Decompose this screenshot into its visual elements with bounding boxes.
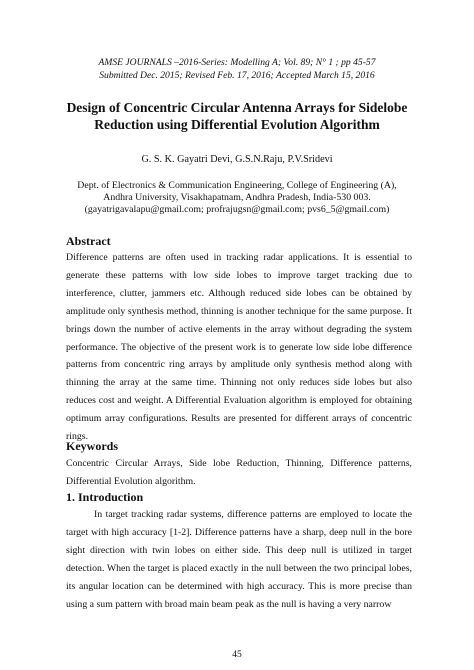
affiliation-emails: (gayatrigavalapu@gmail.com; profrajugsn@gmail.com; pvs6_5@gmail.com) xyxy=(84,204,390,216)
keywords-text: Concentric Circular Arrays, Side lobe Reduction, Thinning, Difference patterns, Differential Evolution algorithm. xyxy=(66,458,412,487)
authors: G. S. K. Gayatri Devi, G.S.N.Raju, P.V.Sridevi xyxy=(141,154,333,165)
keywords-heading: Keywords xyxy=(66,439,118,453)
journal-info-line-2: Submitted Dec. 2015; Revised Feb. 17, 2016; Accepted March 15, 2016 xyxy=(99,70,375,81)
introduction-heading: 1. Introduction xyxy=(66,490,144,504)
abstract-heading: Abstract xyxy=(66,234,111,248)
paper-title: Design of Concentric Circular Antenna Arrays for Sidelobe Reduction using Differential Evolution Algorithm xyxy=(66,100,408,132)
abstract-text: Difference patterns are often used in tracking radar applications. It is essential to generate these patterns with low side lobes to improve target tracking due to interference, clutter, jammers etc. Although reduced side lobes can be obtained by amplitude only synthesis method, thinning is another technique for the same purpose. It brings down the number of active elements in the array without degrading the system performance. The objective of the present work is to generate low side lobe difference patterns from concentric ring arrays by amplitude only synthesis method along with thinning the array at the same time. Thinning not only reduces side lobes but also reduces cost and weight. A Differential Evaluation algorithm is employed for obtaining optimum array configurations. Results are presented for different arrays of concentric rings. xyxy=(66,252,412,443)
affiliation-line-2: Andhra University, Visakhapatnam, Andhra Pradesh, India-530 003. xyxy=(103,192,371,204)
affiliation-line-1: Dept. of Electronics & Communication Engineering, College of Engineering (A), xyxy=(77,180,397,191)
introduction-text: In target tracking radar systems, difference patterns are employed to locate the target with high accuracy [1-2]. Difference patterns have a sharp, deep null in the bore sight direction with twin lobes on either side. This deep null is utilized in target detection. When the target is placed exactly in the null between the two principal lobes, its angular location can be determined with high accuracy. This is more precise than using a sum pattern with broad main beam peak as the null is having a very narrow xyxy=(66,509,412,610)
journal-info-line-1: AMSE JOURNALS –2016-Series: Modelling A; Vol. 89; N° 1 ; pp 45-57 xyxy=(98,57,376,68)
page-number: 45 xyxy=(232,650,242,660)
affiliation xyxy=(0,180,474,217)
